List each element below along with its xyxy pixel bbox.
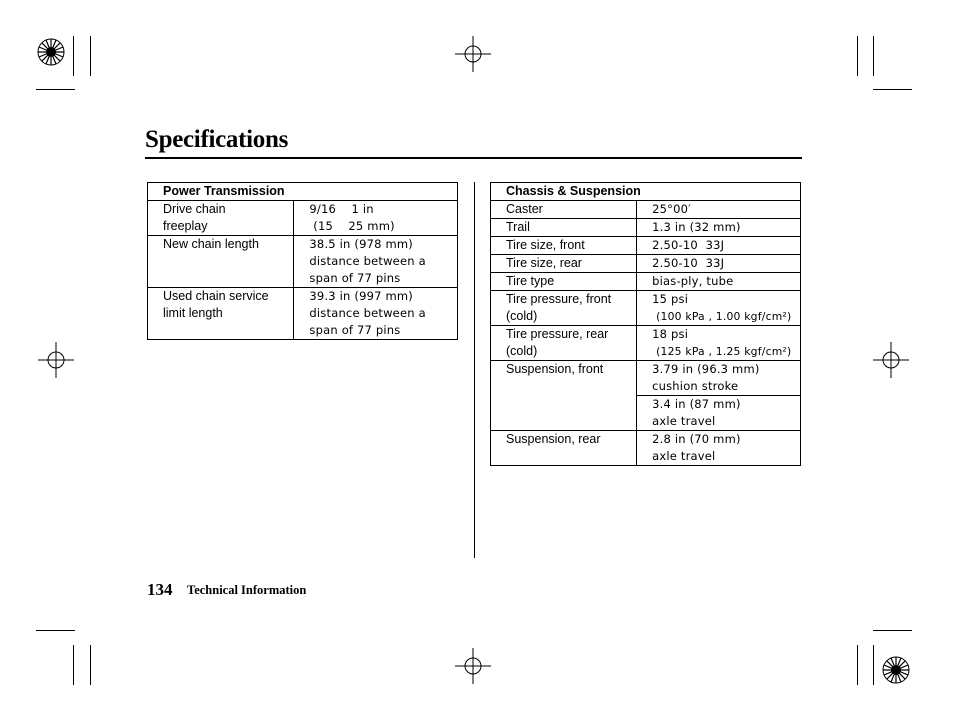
spec-value: axle travel xyxy=(652,449,716,463)
section-name: Technical Information xyxy=(187,583,307,597)
registration-crosshair-icon xyxy=(455,648,491,684)
table-row xyxy=(491,273,801,291)
spec-label: Suspension, rear xyxy=(491,431,637,466)
table-row xyxy=(491,201,801,219)
spec-label: limit length xyxy=(163,306,223,320)
spec-label: Caster xyxy=(491,201,637,219)
spec-value: span of 77 pins xyxy=(309,271,401,285)
registration-sunburst-icon xyxy=(36,37,66,67)
spec-value: 38.5 in (978 mm) xyxy=(309,237,413,251)
spec-label: Tire type xyxy=(491,273,637,291)
spec-label: Drive chain xyxy=(163,202,226,216)
spec-value: (15 25 mm) xyxy=(309,219,395,233)
chassis-suspension-table xyxy=(490,182,801,466)
table-row xyxy=(491,291,801,326)
spec-label: (cold) xyxy=(506,344,538,358)
spec-value: 1.3 in (32 mm) xyxy=(637,219,801,237)
spec-value: 3.79 in (96.3 mm) xyxy=(652,362,760,376)
spec-label: Tire pressure, rear xyxy=(506,327,609,341)
crop-mark xyxy=(857,36,858,76)
registration-sunburst-icon xyxy=(881,655,911,685)
crop-mark xyxy=(73,36,74,76)
table-row xyxy=(148,236,458,288)
spec-value: 2.50-10 33J xyxy=(637,237,801,255)
spec-value: (100 kPa , 1.00 kgf/cm²) xyxy=(656,310,792,323)
spec-value: 2.8 in (70 mm) xyxy=(652,432,741,446)
crop-mark xyxy=(36,630,75,631)
spec-label: Tire size, front xyxy=(491,237,637,255)
spec-value: 15 psi xyxy=(652,292,689,306)
crop-mark xyxy=(873,36,874,76)
crop-mark xyxy=(873,89,912,90)
spec-label: Trail xyxy=(491,219,637,237)
spec-value: cushion stroke xyxy=(652,379,739,393)
table-header: Chassis & Suspension xyxy=(491,183,801,201)
spec-value: 2.50-10 33J xyxy=(637,255,801,273)
table-row xyxy=(491,219,801,237)
spec-value: 25°00′ xyxy=(637,201,801,219)
page-number: 134 xyxy=(147,580,173,599)
spec-value: (125 kPa , 1.25 kgf/cm²) xyxy=(656,345,792,358)
spec-value: bias-ply, tube xyxy=(637,273,801,291)
table-row xyxy=(148,288,458,340)
registration-crosshair-icon xyxy=(873,342,909,378)
table-row xyxy=(491,431,801,466)
spec-label: Used chain service xyxy=(163,289,269,303)
spec-value: axle travel xyxy=(652,414,716,428)
table-header: Power Transmission xyxy=(148,183,458,201)
table-row xyxy=(148,201,458,236)
title-rule xyxy=(145,157,802,159)
table-row xyxy=(491,237,801,255)
spec-label: Suspension, front xyxy=(491,361,637,431)
spec-value: 3.4 in (87 mm) xyxy=(652,397,741,411)
table-row xyxy=(491,361,801,396)
spec-value: 18 psi xyxy=(652,327,689,341)
spec-value: distance between a xyxy=(309,306,426,320)
table-row xyxy=(491,326,801,361)
spec-value: span of 77 pins xyxy=(309,323,401,337)
registration-crosshair-icon xyxy=(455,36,491,72)
crop-mark xyxy=(90,36,91,76)
power-transmission-table xyxy=(147,182,458,340)
spec-value: distance between a xyxy=(309,254,426,268)
crop-mark xyxy=(857,645,858,685)
crop-mark xyxy=(873,645,874,685)
crop-mark xyxy=(873,630,912,631)
crop-mark xyxy=(73,645,74,685)
spec-value: 9/16 1 in xyxy=(309,202,374,216)
spec-value: 39.3 in (997 mm) xyxy=(309,289,413,303)
spec-label: New chain length xyxy=(163,237,259,251)
table-row xyxy=(491,255,801,273)
spec-label: Tire pressure, front xyxy=(506,292,612,306)
crop-mark xyxy=(36,89,75,90)
spec-label: freeplay xyxy=(163,219,208,233)
column-divider xyxy=(474,182,475,558)
registration-crosshair-icon xyxy=(38,342,74,378)
spec-label: (cold) xyxy=(506,309,538,323)
page-title: Specifications xyxy=(145,126,289,153)
crop-mark xyxy=(90,645,91,685)
spec-label: Tire size, rear xyxy=(491,255,637,273)
